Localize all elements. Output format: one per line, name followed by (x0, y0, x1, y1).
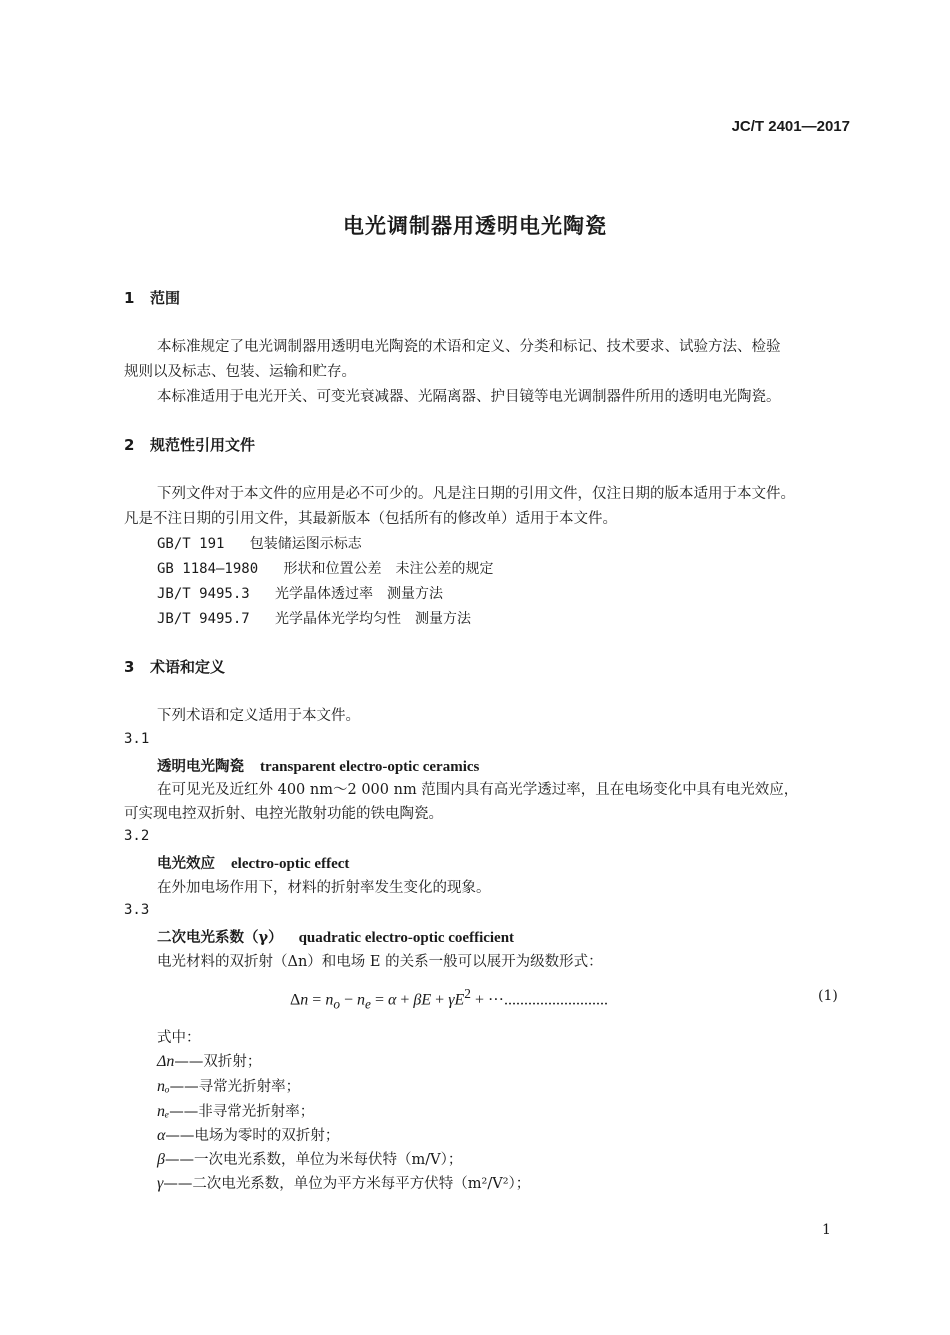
symbol: α (157, 1127, 166, 1144)
symbol-definition (157, 1124, 339, 1145)
symbol: γ (157, 1175, 164, 1192)
s2-paragraph-line-1: 下列文件对于本文件的应用是必不可少的。凡是注日期的引用文件，仅注日期的版本适用于本文件。 (157, 486, 795, 502)
term-number: 3.1 (124, 731, 150, 747)
term-definition-line-1: 在可见光及近红外 400 nm～2 000 nm 范围内具有高光学透过率，且在电场变化中具有电光效应， (157, 782, 799, 798)
term-number: 3.3 (124, 902, 150, 918)
reference-item (157, 558, 493, 578)
reference-item (157, 583, 443, 603)
term-english: transparent electro-optic ceramics (260, 759, 480, 775)
section-title: 范围 (150, 289, 181, 307)
page-number: 1 (822, 1222, 831, 1238)
term-chinese: 电光效应 (157, 855, 215, 872)
reference-code: GB 1184—1980 (157, 561, 259, 577)
term-definition-line-2: 可实现电控双折射、电控光散射功能的铁电陶瓷。 (124, 806, 443, 822)
section-number: 2 (124, 436, 135, 454)
reference-item (157, 608, 471, 628)
s1-paragraph-2: 本标准适用于电光开关、可变光衰减器、光隔离器、护目镜等电光调制器件所用的透明电光陶瓷。 (157, 389, 781, 405)
term-definition: 电光材料的双折射（Δn）和电场 E 的关系一般可以展开为级数形式： (157, 954, 603, 970)
symbol-definition (157, 1148, 462, 1169)
reference-code: JB/T 9495.7 (157, 611, 250, 627)
document-title: 电光调制器用透明电光陶瓷 (343, 214, 607, 238)
s1-paragraph-1-line-2: 规则以及标志、包装、运输和贮存。 (124, 364, 356, 380)
symbol: β (157, 1151, 165, 1168)
symbol-description: ——一次电光系数，单位为米每伏特（m/V）； (164, 1152, 463, 1168)
symbol-description: ——二次电光系数，单位为平方米每平方伏特（m²/V²）； (163, 1176, 531, 1192)
symbol: nₑ (157, 1103, 170, 1120)
symbol-definition (157, 1075, 300, 1096)
s2-paragraph-line-2: 凡是不注日期的引用文件，其最新版本（包括所有的修改单）适用于本文件。 (124, 511, 617, 527)
reference-item (157, 533, 362, 553)
symbol: Δn (157, 1053, 175, 1070)
section-number: 1 (124, 289, 135, 307)
reference-title: 光学晶体光学均匀性 测量方法 (275, 611, 472, 627)
term-chinese: 二次电光系数（γ） (157, 929, 283, 946)
term-heading (157, 852, 349, 873)
term-chinese: 透明电光陶瓷 (157, 758, 244, 775)
section-title: 规范性引用文件 (150, 436, 256, 454)
term-heading (157, 926, 514, 947)
symbol-description: ——电场为零时的双折射； (165, 1128, 340, 1144)
where-label: 式中： (157, 1030, 201, 1046)
term-definition: 在外加电场作用下，材料的折射率发生变化的现象。 (157, 880, 491, 896)
section-3-heading (124, 656, 225, 677)
standard-number: JC/T 2401—2017 (731, 118, 850, 135)
symbol: nₒ (157, 1078, 170, 1095)
symbol-definition (157, 1100, 314, 1121)
equation: $\Delta n = n_o - n_e = \alpha + \beta E + \gamma E^2$ + ···.......................... (290, 986, 608, 1012)
symbol-definition (157, 1172, 530, 1193)
reference-code: JB/T 9495.3 (157, 586, 250, 602)
reference-title: 包装储运图示标志 (249, 536, 362, 552)
term-number: 3.2 (124, 828, 150, 844)
term-heading (157, 755, 479, 776)
term-english: electro-optic effect (231, 856, 350, 872)
s3-intro: 下列术语和定义适用于本文件。 (157, 708, 360, 724)
symbol-description: ——非寻常光折射率； (169, 1104, 315, 1120)
section-number: 3 (124, 658, 135, 676)
reference-title: 形状和位置公差 未注公差的规定 (283, 561, 494, 577)
reference-title: 光学晶体透过率 测量方法 (275, 586, 444, 602)
symbol-description: ——双折射； (174, 1054, 262, 1070)
equation-number: (1) (818, 988, 838, 1004)
section-1-heading (124, 287, 180, 308)
symbol-description: ——寻常光折射率； (169, 1079, 301, 1095)
symbol-definition (157, 1050, 261, 1071)
section-title: 术语和定义 (150, 658, 226, 676)
reference-code: GB/T 191 (157, 536, 225, 552)
section-2-heading (124, 434, 255, 455)
term-english: quadratic electro-optic coefficient (298, 930, 515, 946)
s1-paragraph-1-line-1: 本标准规定了电光调制器用透明电光陶瓷的术语和定义、分类和标记、技术要求、试验方法、检验 (157, 339, 781, 355)
